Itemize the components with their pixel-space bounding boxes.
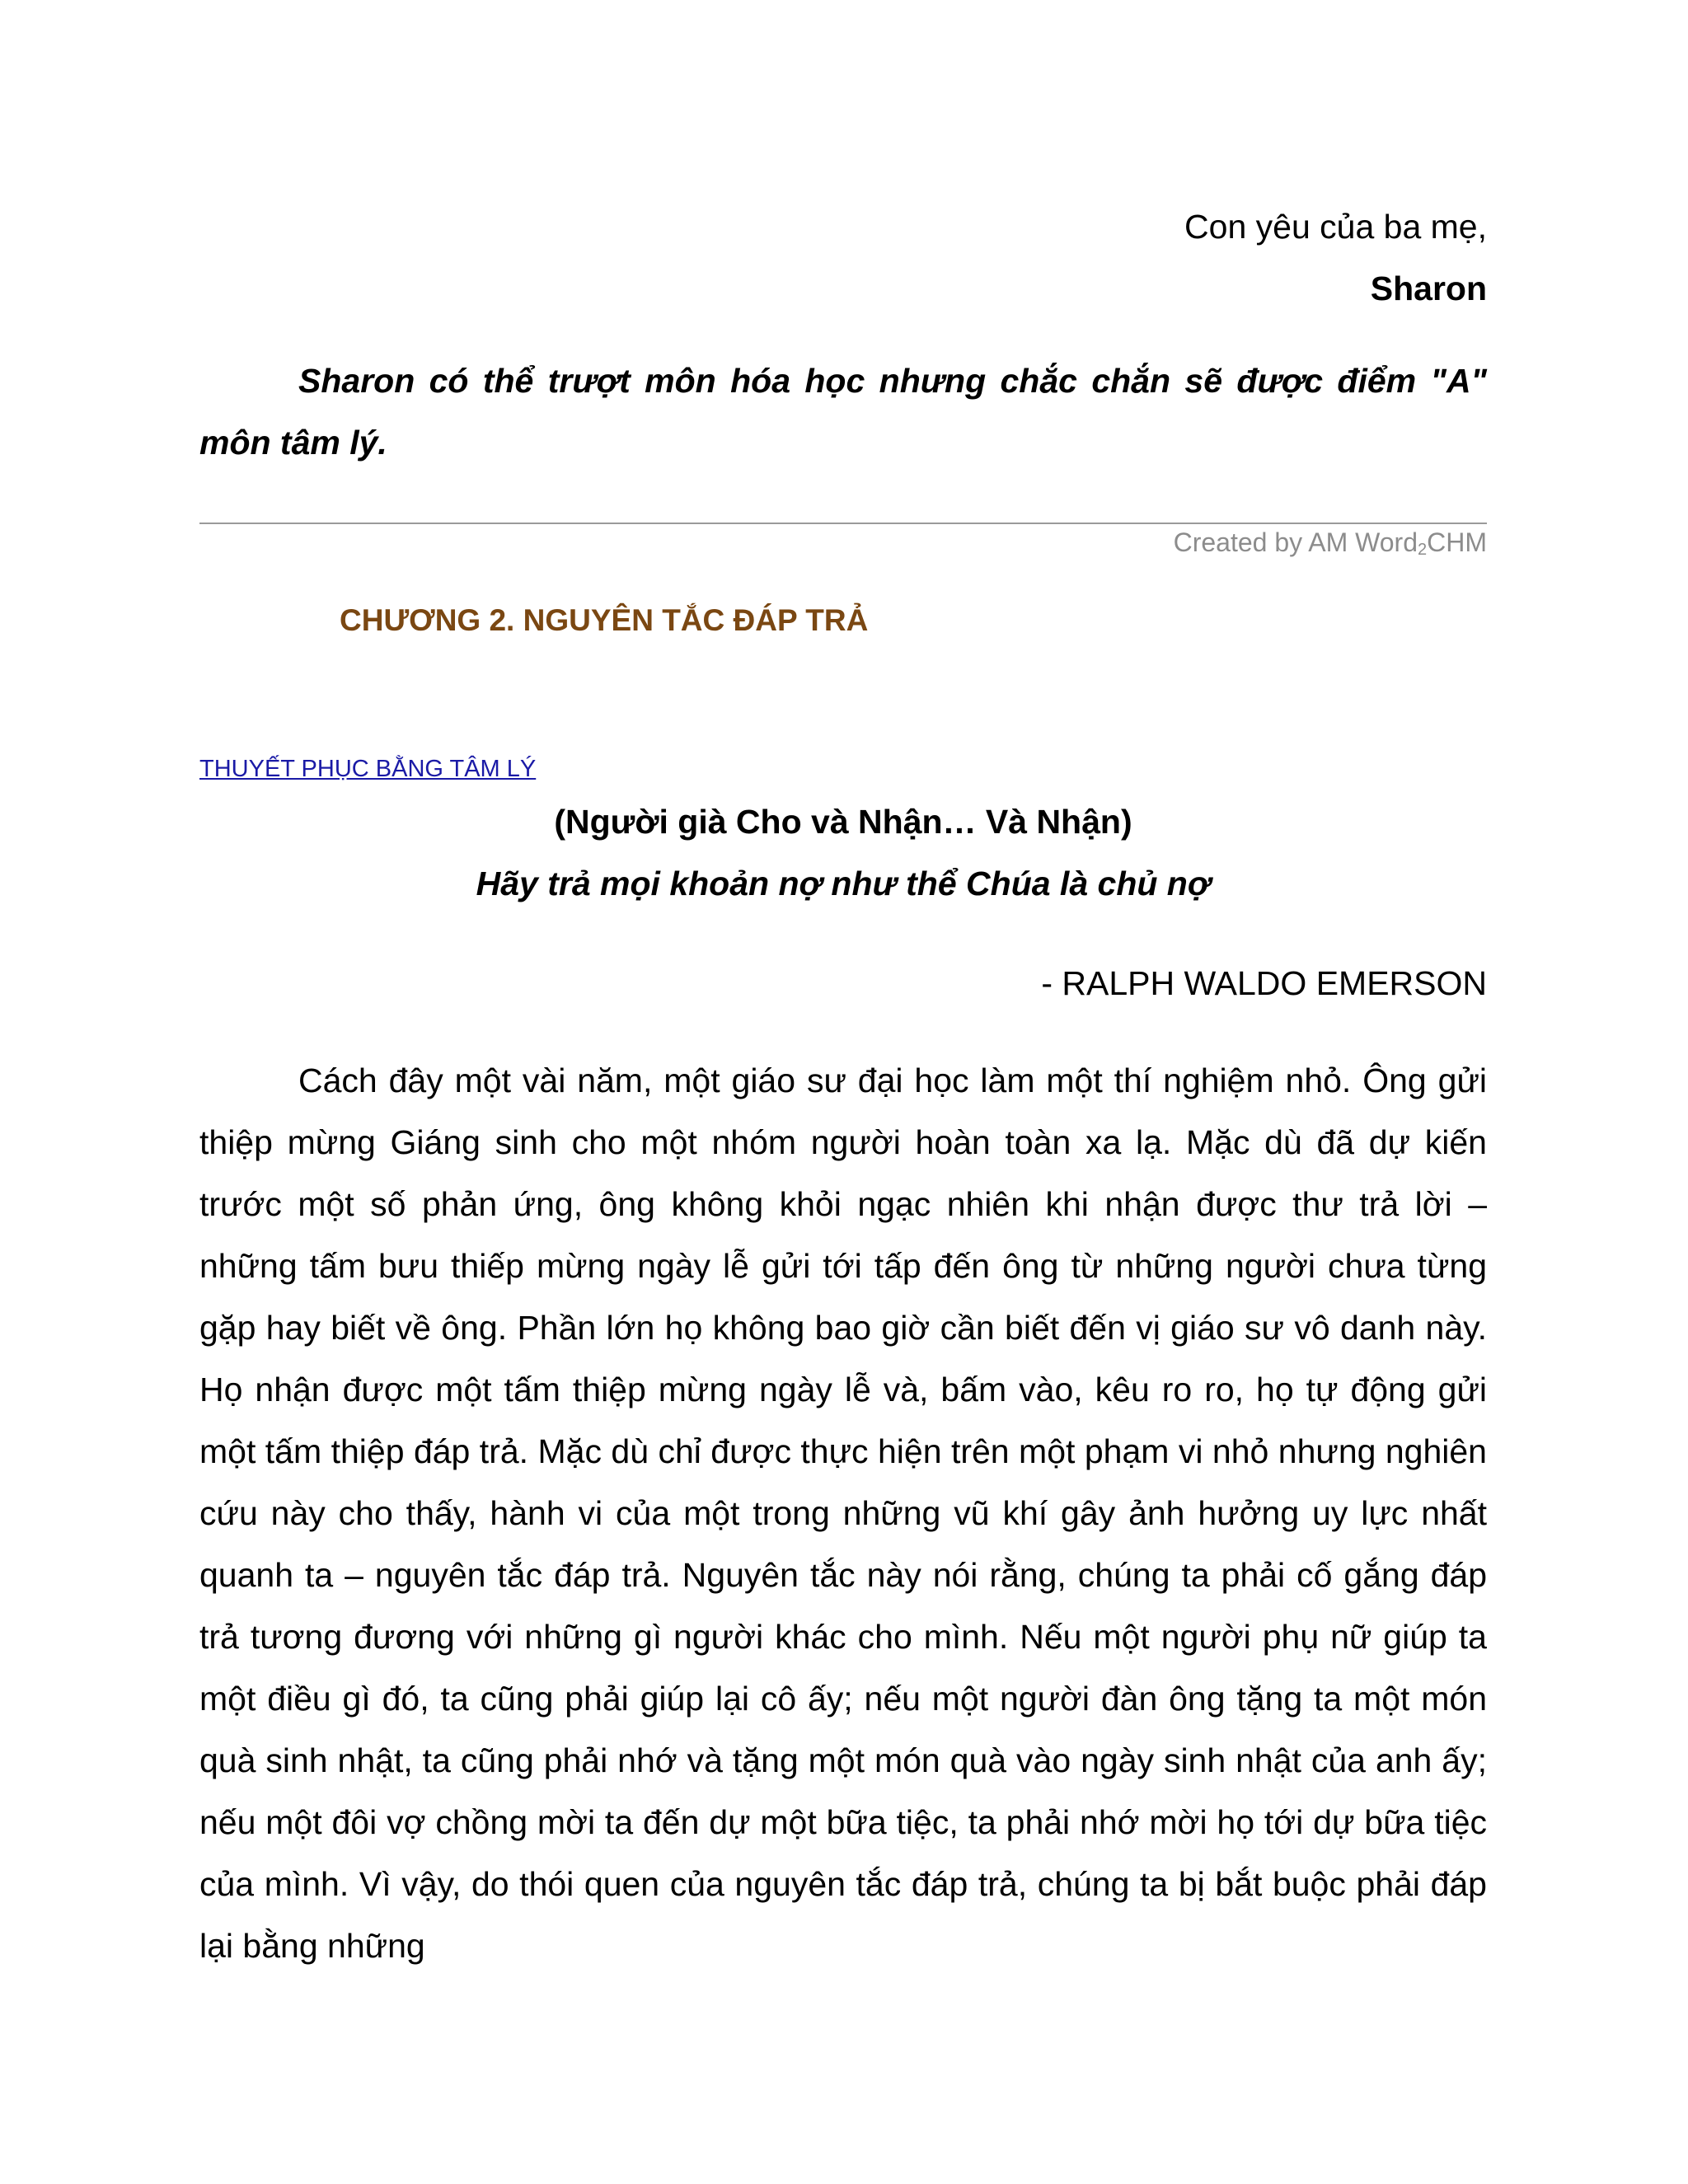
section-link[interactable]: THUYẾT PHỤC BẰNG TÂM LÝ (199, 756, 537, 782)
signoff-name: Sharon (1370, 269, 1487, 307)
postscript: Sharon có thể trượt môn hóa học nhưng chắc chắn sẽ được điểm "A" môn tâm lý. (199, 362, 1487, 462)
signoff-closing: Con yêu của ba mẹ, (1184, 208, 1487, 246)
chapter-title: CHƯƠNG 2. NGUYÊN TẮC ĐÁP TRẢ (340, 603, 869, 637)
section-subtitle: (Người già Cho và Nhận… Và Nhận) (554, 803, 1132, 841)
created-by-credit (1174, 524, 1487, 568)
body-paragraph: Cách đây một vài năm, một giáo sư đại học làm một thí nghiệm nhỏ. Ông gửi thiệp mừng Giáng sinh cho một nhóm người hoàn toàn xa lạ. Mặc dù đã dự kiến trước một số phản ứng, ông không khỏi ngạc nhiên khi nhận được thư trả lời – những tấm bưu thiếp mừng ngày lễ gửi tới tấp đến ông từ những người chưa từng gặp hay biết về ông. Phần lớn họ không bao giờ cần biết đến vị giáo sư vô danh này. Họ nhận được một tấm thiệp mừng ngày lễ và, bấm vào, kêu ro ro, họ tự động gửi một tấm thiệp đáp trả. Mặc dù chỉ được thực hiện trên một phạm vi nhỏ nhưng nghiên cứu này cho thấy, hành vi của một trong những vũ khí gây ảnh hưởng uy lực nhất quanh ta – nguyên tắc đáp trả. Nguyên tắc này nói rằng, chúng ta phải cố gắng đáp trả tương đương với những gì người khác cho mình. Nếu một người phụ nữ giúp ta một điều gì đó, ta cũng phải giúp lại cô ấy; nếu một người đàn ông tặng ta một món quà sinh nhật, ta cũng phải nhớ và tặng một món quà vào ngày sinh nhật của anh ấy; nếu một đôi vợ chồng mời ta đến dự một bữa tiệc, ta phải nhớ mời họ tới dự bữa tiệc của mình. Vì vậy, do thói quen của nguyên tắc đáp trả, chúng ta bị bắt buộc phải đáp lại bằng những (199, 1062, 1487, 1965)
epigraph-author: - RALPH WALDO EMERSON (1041, 964, 1487, 1002)
credit-prefix: Created by AM Word (1173, 527, 1418, 557)
credit-suffix: CHM (1427, 527, 1487, 557)
letter-signoff (1184, 196, 1487, 320)
credit-subscript: 2 (1418, 541, 1428, 559)
epigraph-quote: Hãy trả mọi khoản nợ như thể Chúa là chủ nợ (476, 865, 1211, 902)
